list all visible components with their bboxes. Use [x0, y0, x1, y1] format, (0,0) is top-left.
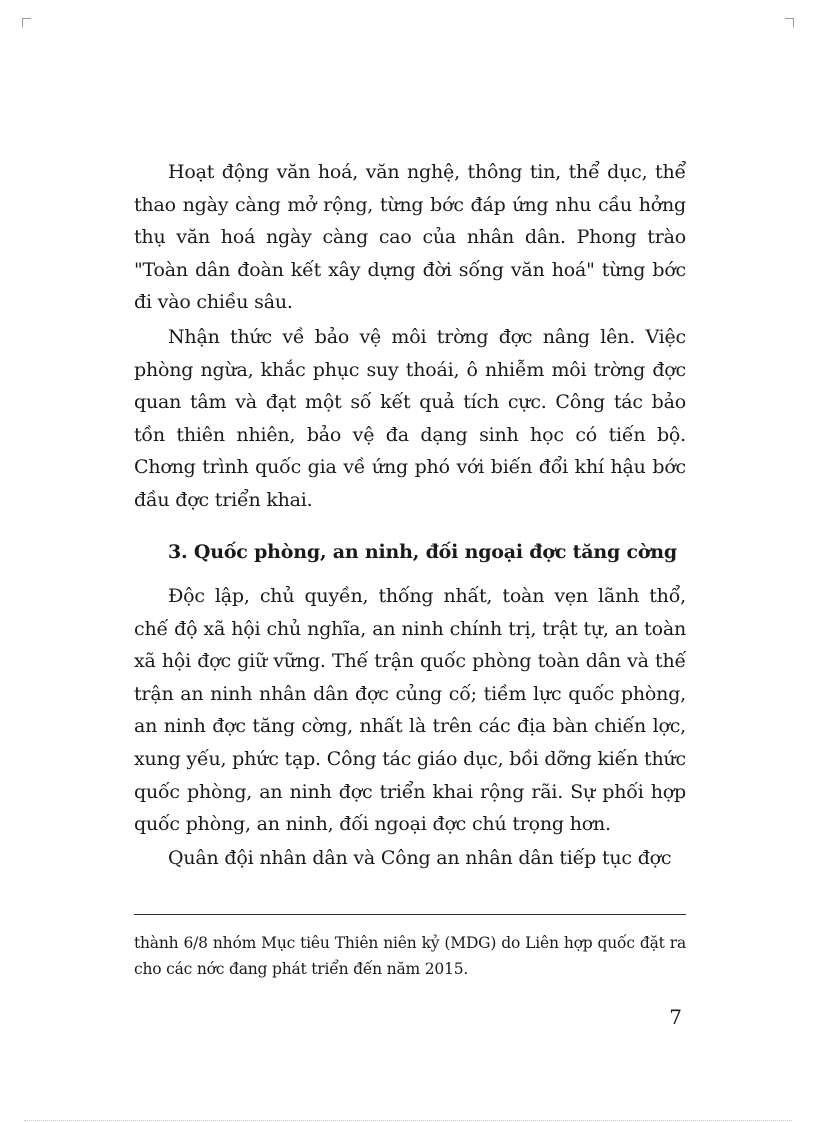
body-paragraph-2: Nhận thức về bảo vệ môi trờng đợc nâng lên. Việc phòng ngừa, khắc phục suy thoái, ô nhiễm môi trờng đợc quan tâm và đạt một số kết quả tích cực. Công tác bảo tồn thiên nhiên, bảo vệ đa dạng sinh học có tiến bộ. Chơng trình quốc gia về ứng phó với biến đổi khí hậu bớc đầu đợc triển khai. [134, 326, 686, 511]
footnote-text: thành 6/8 nhóm Mục tiêu Thiên niên kỷ (MDG) do Liên hợp quốc đặt ra cho các nớc đang phát triển đến năm 2015. [134, 934, 686, 978]
crop-mark-top-right [785, 18, 794, 27]
crop-mark-top-left [22, 18, 31, 27]
section-heading: 3. Quốc phòng, an ninh, đối ngoại đợc tăng cờng [168, 541, 677, 563]
body-paragraph-4: Quân đội nhân dân và Công an nhân dân tiếp tục đợc [168, 847, 672, 869]
page-bottom-edge [24, 1120, 792, 1121]
footnote-divider [134, 914, 686, 915]
page-number: 7 [669, 1005, 682, 1029]
body-paragraph-1: Hoạt động văn hoá, văn nghệ, thông tin, thể dục, thể thao ngày càng mở rộng, từng bớc đáp ứng nhu cầu hởng thụ văn hoá ngày càng cao của nhân dân. Phong trào "Toàn dân đoàn kết xây dựng đời sống văn hoá" từng bớc đi vào chiều sâu. [134, 161, 686, 314]
body-paragraph-3: Độc lập, chủ quyền, thống nhất, toàn vẹn lãnh thổ, chế độ xã hội chủ nghĩa, an ninh chính trị, trật tự, an toàn xã hội đợc giữ vững. Thế trận quốc phòng toàn dân và thế trận an ninh nhân dân đợc củng cố; tiềm lực quốc phòng, an ninh đợc tăng cờng, nhất là trên các địa bàn chiến lợc, xung yếu, phức tạp. Công tác giáo dục, bồi dỡng kiến thức quốc phòng, an ninh đợc triển khai rộng rãi. Sự phối hợp quốc phòng, an ninh, đối ngoại đợc chú trọng hơn. [134, 585, 686, 836]
